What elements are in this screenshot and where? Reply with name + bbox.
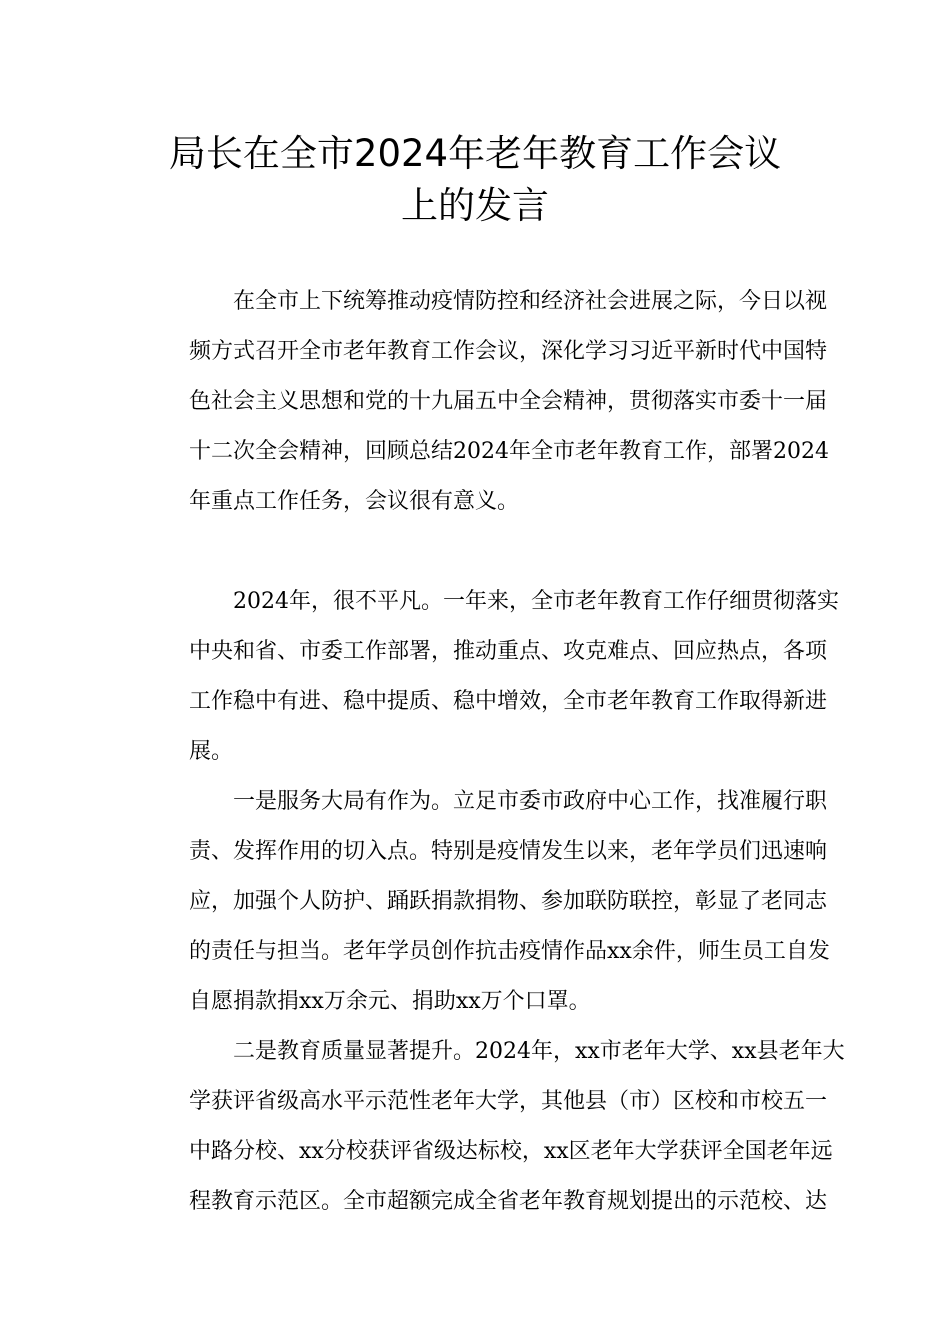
text-line: 中路分校、xx分校获评省级达标校，xx区老年大学获评全国老年远 — [189, 1139, 833, 1164]
text-line: 自愿捐款捐xx万余元、捐助xx万个口罩。 — [189, 989, 591, 1014]
paragraph-point-one — [145, 777, 830, 1027]
text-line: 展。 — [189, 739, 234, 764]
text-line: 学获评省级高水平示范性老年大学，其他县（市）区校和市校五一 — [189, 1089, 828, 1114]
text-line: 在全市上下统筹推动疫情防控和经济社会进展之际，今日以视 — [233, 289, 828, 314]
title-line-1: 局长在全市2024年老年教育工作会议 — [168, 132, 782, 175]
text-line: 十二次全会精神，回顾总结2024年全市老年教育工作，部署2024 — [189, 439, 829, 464]
text-line: 色社会主义思想和党的十九届五中全会精神，贯彻落实市委十一届 — [189, 389, 828, 414]
document-title — [130, 128, 820, 232]
text-line: 一是服务大局有作为。立足市委市政府中心工作，找准履行职 — [233, 789, 828, 814]
blank-line — [145, 527, 805, 577]
text-line: 中央和省、市委工作部署，推动重点、攻克难点、回应热点，各项 — [189, 639, 828, 664]
text-line: 责、发挥作用的切入点。特别是疫情发生以来，老年学员们迅速响 — [189, 839, 828, 864]
document-body — [145, 277, 845, 1227]
title-line-2: 上的发言 — [401, 184, 549, 227]
text-line: 的责任与担当。老年学员创作抗击疫情作品xx余件，师生员工自发 — [189, 939, 830, 964]
text-line: 二是教育质量显著提升。2024年，xx市老年大学、xx县老年大 — [233, 1039, 845, 1064]
text-line: 工作稳中有进、稳中提质、稳中增效，全市老年教育工作取得新进 — [189, 689, 828, 714]
paragraph-point-two — [145, 1027, 845, 1227]
text-line: 程教育示范区。全市超额完成全省老年教育规划提出的示范校、达 — [189, 1189, 828, 1214]
text-line: 频方式召开全市老年教育工作会议，深化学习习近平新时代中国特 — [189, 339, 828, 364]
paragraph-year-review — [145, 577, 839, 777]
paragraph-opening — [145, 277, 829, 527]
text-line: 2024年，很不平凡。一年来，全市老年教育工作仔细贯彻落实 — [233, 589, 839, 614]
text-line: 应，加强个人防护、踊跃捐款捐物、参加联防联控，彰显了老同志 — [189, 889, 828, 914]
text-line: 年重点工作任务，会议很有意义。 — [189, 489, 520, 514]
